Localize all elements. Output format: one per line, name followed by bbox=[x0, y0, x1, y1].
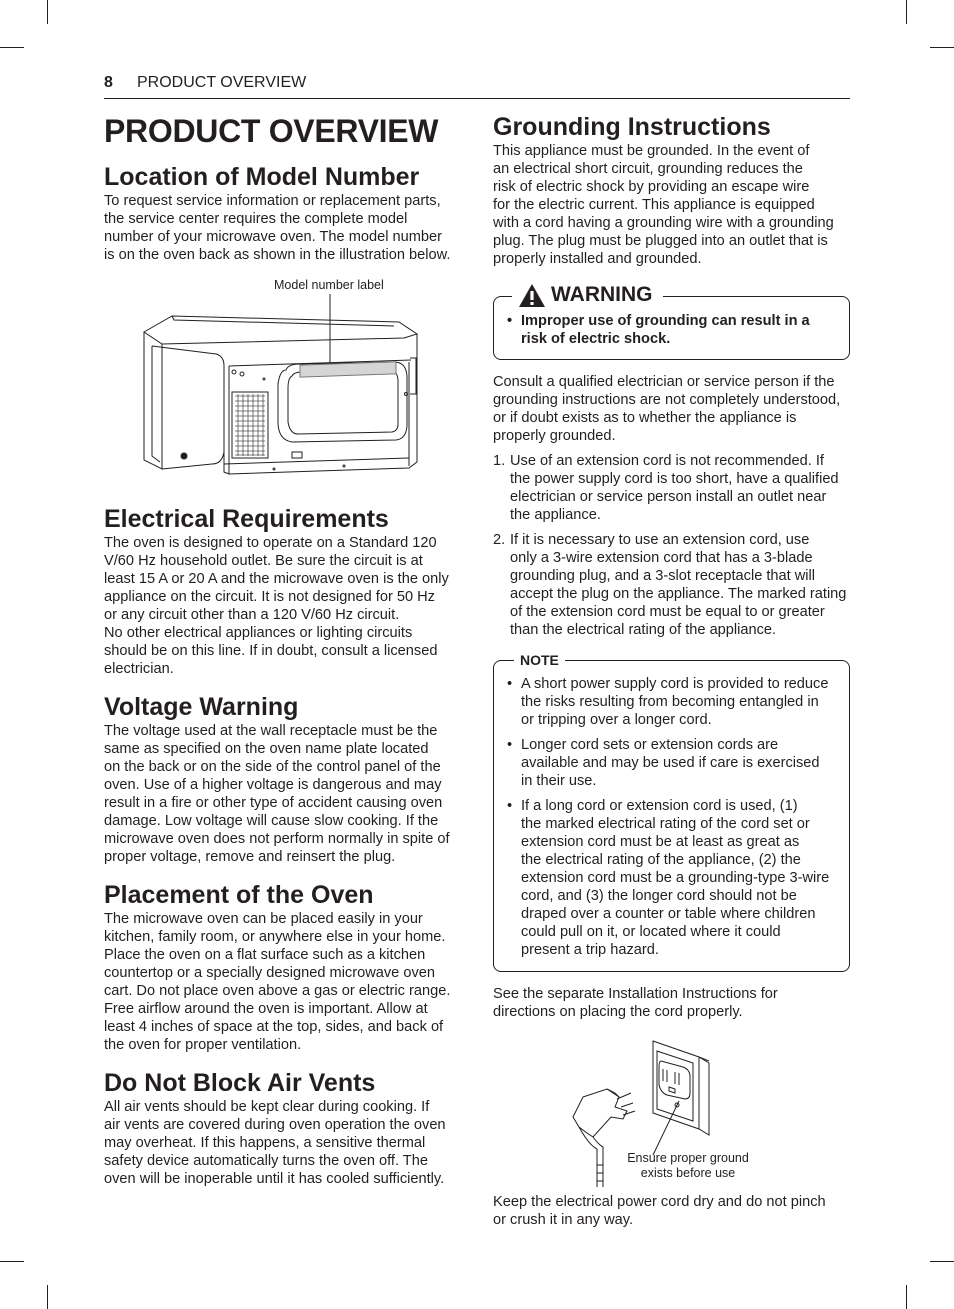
text-line: or tripping over a longer cord. bbox=[521, 712, 712, 728]
text-line: microwave oven does not perform normally in spite of bbox=[104, 831, 450, 847]
bullet-glyph: • bbox=[507, 313, 513, 329]
page-number: 8 bbox=[104, 74, 113, 91]
crop-mark bbox=[930, 1261, 954, 1262]
location-paragraph bbox=[104, 192, 464, 264]
bullet-text bbox=[521, 797, 829, 959]
list-item bbox=[507, 675, 839, 729]
text-line: with a cord having a grounding wire with a grounding bbox=[493, 215, 834, 231]
text-line: is on the oven back as shown in the illustration below. bbox=[104, 247, 451, 263]
text-line: of the extension cord must be equal to or greater bbox=[510, 604, 825, 620]
heading-grounding-instructions: Grounding Instructions bbox=[493, 113, 771, 141]
text-line: countertop or a specially designed microwave oven bbox=[104, 965, 435, 981]
text-line: All air vents should be kept clear during cooking. If bbox=[104, 1099, 430, 1115]
text-line: Use of an extension cord is not recommended. If bbox=[510, 453, 824, 469]
crop-mark bbox=[47, 1285, 48, 1309]
text-line: may overheat. If this happens, a sensitive thermal bbox=[104, 1135, 426, 1151]
text-line: the service center requires the complete model bbox=[104, 211, 408, 227]
warning-box bbox=[493, 283, 850, 360]
left-column bbox=[104, 112, 464, 1188]
install-paragraph bbox=[493, 985, 853, 1021]
text-line: the marked electrical rating of the cord set or bbox=[521, 816, 810, 832]
text-line: or crush it in any way. bbox=[493, 1212, 634, 1228]
text-line: safety device automatically turns the oven off. The bbox=[104, 1153, 428, 1169]
text-line: draped over a counter or table where children bbox=[521, 906, 816, 922]
text-line: on the back or on the side of the control panel of the bbox=[104, 759, 441, 775]
list-item bbox=[507, 312, 832, 348]
text-line: least 15 A or 20 A and the microwave oven is the only bbox=[104, 571, 449, 587]
header-section-title: PRODUCT OVERVIEW bbox=[137, 74, 307, 91]
voltage-paragraph bbox=[104, 722, 464, 866]
bullet-glyph: • bbox=[507, 676, 513, 692]
text-line: for the electric current. This appliance is equipped bbox=[493, 197, 815, 213]
text-line: the power supply cord is too short, have a qualified bbox=[510, 471, 839, 487]
numbered-item-1 bbox=[493, 452, 853, 524]
microwave-oven-drawing bbox=[104, 274, 464, 496]
item-number: 2. bbox=[493, 532, 506, 548]
text-line: the electrical rating of the appliance, (2) the bbox=[521, 852, 801, 868]
crop-mark bbox=[906, 1285, 907, 1309]
warning-title: WARNING bbox=[551, 283, 653, 306]
text-line: electrician or service person install an outlet near bbox=[510, 489, 827, 505]
bullet-text bbox=[521, 736, 820, 790]
list-item bbox=[507, 797, 839, 959]
bullet-text bbox=[521, 312, 810, 348]
text-line: an electrical short circuit, grounding reduces the bbox=[493, 161, 803, 177]
text-line: See the separate Installation Instructions for bbox=[493, 986, 778, 1002]
numbered-item-2 bbox=[493, 531, 853, 639]
text-line: directions on placing the cord properly. bbox=[493, 1004, 743, 1020]
text-line: same as specified on the oven name plate located bbox=[104, 741, 429, 757]
text-line: grounding instructions are not completely understood, bbox=[493, 392, 841, 408]
text-line: the appliance. bbox=[510, 507, 601, 523]
text-line: Keep the electrical power cord dry and do not pinch bbox=[493, 1194, 826, 1210]
right-column bbox=[493, 112, 853, 1229]
electrical-paragraph bbox=[104, 534, 464, 678]
text-line: least 4 inches of space at the top, sides, and back of bbox=[104, 1019, 444, 1035]
heading-electrical-requirements: Electrical Requirements bbox=[104, 505, 389, 533]
text-line: result in a fire or other type of accident causing oven bbox=[104, 795, 443, 811]
item-text bbox=[510, 531, 846, 639]
text-line: the risks resulting from becoming entangled in bbox=[521, 694, 819, 710]
text-line: proper voltage, remove and reinsert the plug. bbox=[104, 849, 396, 865]
text-line: properly installed and grounded. bbox=[493, 251, 702, 267]
heading-placement-of-oven: Placement of the Oven bbox=[104, 881, 374, 909]
crop-mark bbox=[930, 47, 954, 48]
text-line: Ensure proper ground bbox=[627, 1151, 749, 1165]
text-line: or if doubt exists as to whether the appliance is bbox=[493, 410, 797, 426]
text-line: plug. The plug must be plugged into an outlet that is bbox=[493, 233, 828, 249]
keep-cord-dry-paragraph bbox=[493, 1193, 853, 1229]
text-line: air vents are covered during oven operation the oven bbox=[104, 1117, 446, 1133]
text-line: Free airflow around the oven is important. Allow at bbox=[104, 1001, 428, 1017]
bullet-glyph: • bbox=[507, 798, 513, 814]
text-line: than the electrical rating of the appliance. bbox=[510, 622, 777, 638]
text-line: Consult a qualified electrician or service person if the bbox=[493, 374, 835, 390]
microwave-rear-illustration bbox=[104, 274, 464, 496]
warning-bullet bbox=[507, 312, 832, 348]
text-line: the oven for proper ventilation. bbox=[104, 1037, 302, 1053]
text-line: oven. Use of a higher voltage is dangerous and may bbox=[104, 777, 442, 793]
warning-triangle-icon bbox=[518, 283, 546, 308]
text-line: properly grounded. bbox=[493, 428, 616, 444]
text-line: available and may be used if care is exercised bbox=[521, 755, 820, 771]
text-line: present a trip hazard. bbox=[521, 942, 659, 958]
placement-paragraph bbox=[104, 910, 464, 1054]
text-line: extension cord must be a grounding-type 3-wire bbox=[521, 870, 830, 886]
text-line: risk of electric shock by providing an escape wire bbox=[493, 179, 810, 195]
text-line: If it is necessary to use an extension cord, use bbox=[510, 532, 810, 548]
consult-paragraph bbox=[493, 373, 853, 445]
text-line: appliance on the circuit. It is not designed for 50 Hz bbox=[104, 589, 435, 605]
bullet-glyph: • bbox=[507, 737, 513, 753]
heading-do-not-block-air-vents: Do Not Block Air Vents bbox=[104, 1069, 376, 1097]
grounded-plug-illustration bbox=[493, 1037, 853, 1189]
text-line: exists before use bbox=[640, 1166, 736, 1180]
text-line: accept the plug on the appliance. The marked rating bbox=[510, 586, 847, 602]
note-body bbox=[507, 675, 839, 959]
note-title: NOTE bbox=[514, 652, 565, 669]
text-line: or any circuit other than a 120 V/60 Hz circuit. bbox=[104, 607, 400, 623]
text-line: should be on this line. If in doubt, consult a licensed bbox=[104, 643, 438, 659]
item-text bbox=[510, 452, 839, 524]
text-line: Longer cord sets or extension cords are bbox=[521, 737, 779, 753]
heading-voltage-warning: Voltage Warning bbox=[104, 693, 299, 721]
text-line: Improper use of grounding can result in a bbox=[521, 313, 810, 329]
item-number: 1. bbox=[493, 453, 506, 469]
warning-header bbox=[512, 282, 663, 308]
text-line: number of your microwave oven. The model number bbox=[104, 229, 442, 245]
crop-mark bbox=[0, 1261, 24, 1262]
text-line: cord, and (3) the longer cord should not be bbox=[521, 888, 797, 904]
model-number-label-caption: Model number label bbox=[274, 278, 384, 292]
text-line: No other electrical appliances or lighting circuits bbox=[104, 625, 413, 641]
text-line: This appliance must be grounded. In the event of bbox=[493, 143, 810, 159]
text-line: If a long cord or extension cord is used, (1) bbox=[521, 798, 798, 814]
text-line: V/60 Hz household outlet. Be sure the circuit is at bbox=[104, 553, 423, 569]
crop-mark bbox=[47, 0, 48, 24]
text-line: The oven is designed to operate on a Standard 120 bbox=[104, 535, 437, 551]
vents-paragraph bbox=[104, 1098, 464, 1188]
text-line: damage. Low voltage will cause slow cooking. If the bbox=[104, 813, 439, 829]
text-line: in their use. bbox=[521, 773, 597, 789]
text-line: Place the oven on a flat surface such as a kitchen bbox=[104, 947, 426, 963]
text-line: To request service information or replacement parts, bbox=[104, 193, 441, 209]
list-item bbox=[507, 736, 839, 790]
crop-mark bbox=[0, 47, 24, 48]
text-line: The microwave oven can be placed easily in your bbox=[104, 911, 423, 927]
grounding-paragraph bbox=[493, 142, 853, 268]
text-line: extension cord must be at least as great as bbox=[521, 834, 800, 850]
text-line: A short power supply cord is provided to reduce bbox=[521, 676, 829, 692]
text-line: grounding plug, and a 3-slot receptacle that will bbox=[510, 568, 816, 584]
text-line: The voltage used at the wall receptacle must be the bbox=[104, 723, 438, 739]
bullet-text bbox=[521, 675, 828, 729]
heading-location-model-number: Location of Model Number bbox=[104, 163, 420, 191]
plug-caption bbox=[613, 1151, 763, 1181]
text-line: risk of electric shock. bbox=[521, 331, 671, 347]
note-box bbox=[493, 652, 850, 972]
crop-mark bbox=[906, 0, 907, 24]
text-line: cart. Do not place oven above a gas or electric range. bbox=[104, 983, 451, 999]
text-line: electrician. bbox=[104, 661, 174, 677]
text-line: could pull on it, or located where it could bbox=[521, 924, 781, 940]
text-line: only a 3-wire extension cord that has a 3-blade bbox=[510, 550, 813, 566]
running-header bbox=[104, 74, 850, 99]
text-line: oven will be inoperable until it has cooled sufficiently. bbox=[104, 1171, 445, 1187]
page-title: PRODUCT OVERVIEW bbox=[104, 113, 439, 149]
text-line: kitchen, family room, or anywhere else in your home. bbox=[104, 929, 446, 945]
